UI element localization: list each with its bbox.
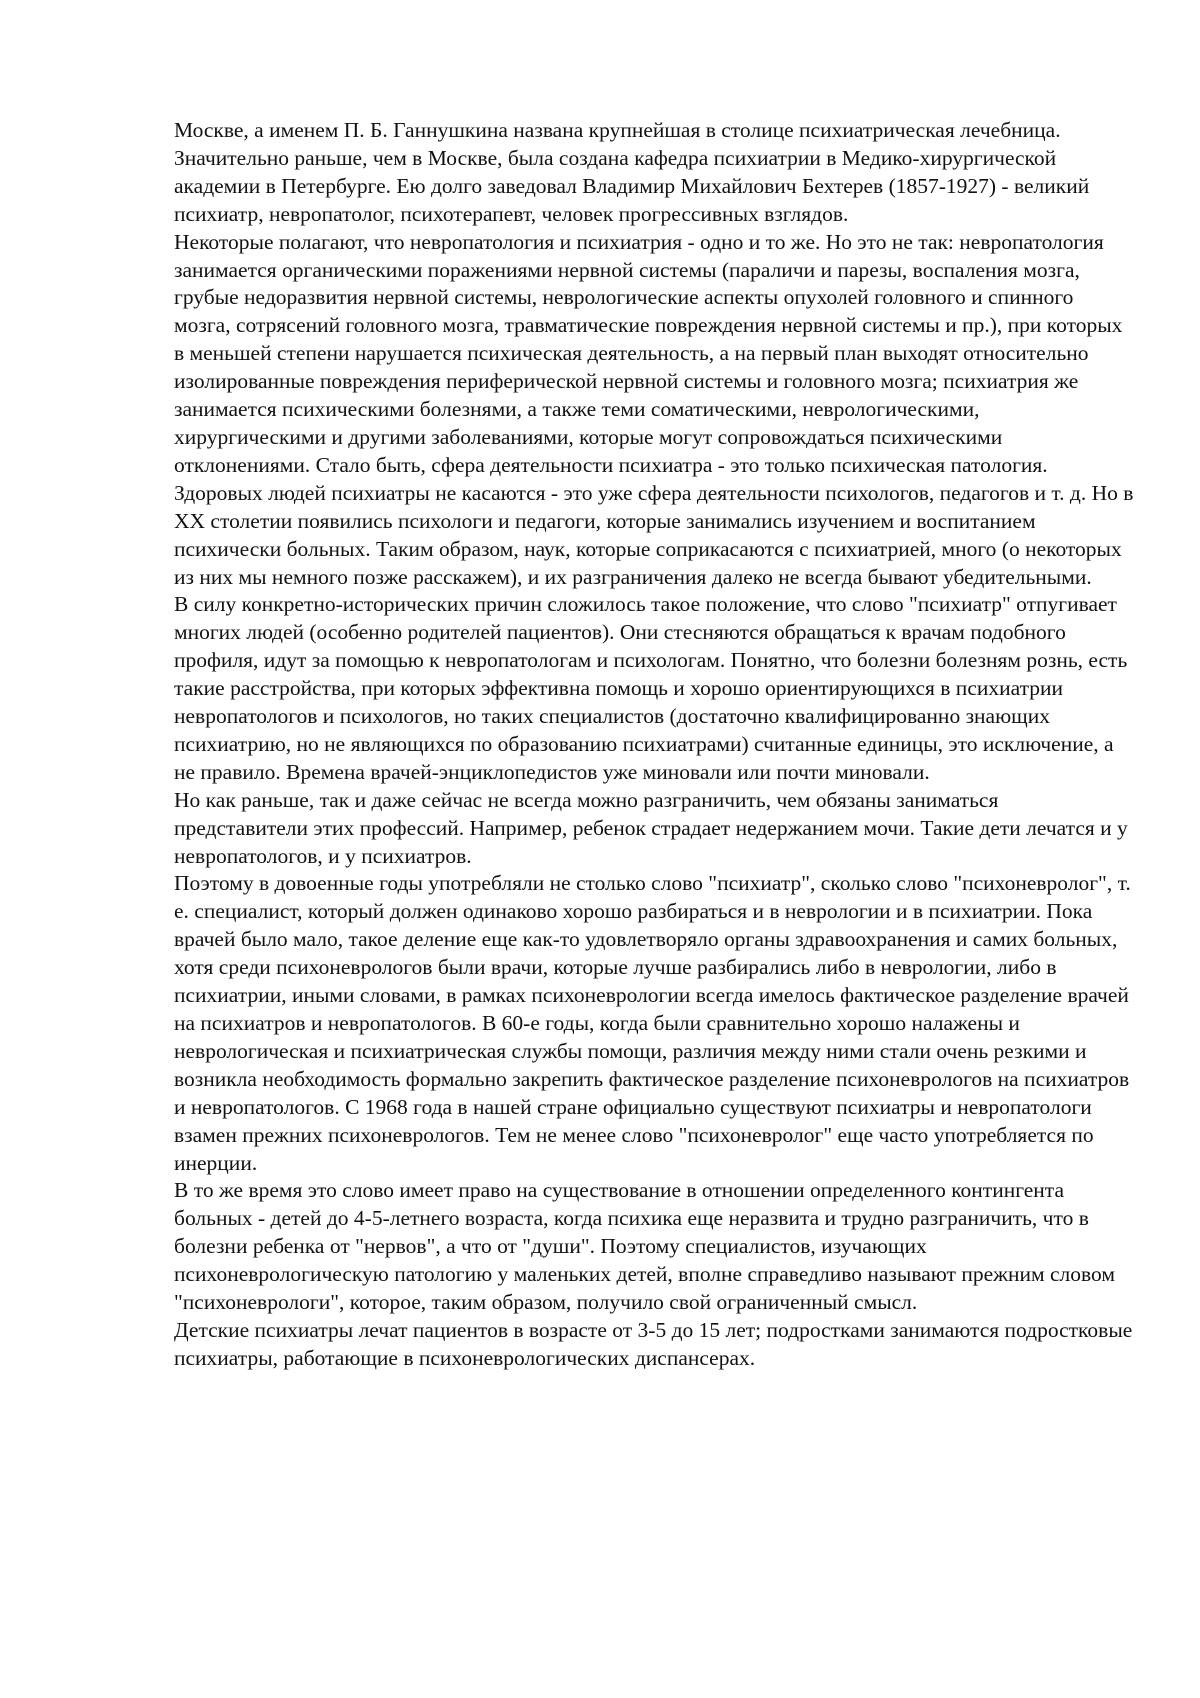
document-body: [174, 117, 1134, 1373]
paragraph-1: Москве, а именем П. Б. Ганнушкина названа крупнейшая в столице психиатрическая лечебница.: [174, 118, 1061, 142]
paragraph-4: В силу конкретно-исторических причин сложилось такое положение, что слово "психиатр" отпугивает многих людей (особенно родителей пациентов). Они стесняются обращаться к врачам подобного профиля, идут за помощью к невропатологам и психологам. Понятно, что болезни болезням рознь, есть такие расстройства, при которых эффективна помощь и хорошо ориентирующихся в психиатрии невропатологов и психологов, но таких специалистов (достаточно квалифицированно знающих психиатрию, но не являющихся по образованию психиатрами) считанные единицы, это исключение, а не правило. Времена врачей-энциклопедистов уже миновали или почти миновали.: [174, 592, 1128, 784]
paragraph-8: Детские психиатры лечат пациентов в возрасте от 3-5 до 15 лет; подростками занимаются подростковые психиатры, работающие в психоневрологических диспансерах.: [174, 1317, 1133, 1370]
paragraph-7: В то же время это слово имеет право на существование в отношении определенного контингента больных - детей до 4-5-летнего возраста, когда психика еще неразвита и трудно разграничить, что в болезни ребенка от "нервов", а что от "души". Поэтому специалистов, изучающих психоневрологическую патологию у маленьких детей, вполне справедливо называют прежним словом "психоневрологи", которое, таким образом, получило свой ограниченный смысл.: [174, 1178, 1115, 1315]
paragraph-5: Но как раньше, так и даже сейчас не всегда можно разграничить, чем обязаны заниматься представители этих профессий. Например, ребенок страдает недержанием мочи. Такие дети лечатся и у невропатологов, и у психиатров.: [174, 787, 1128, 868]
paragraph-2: Значительно раньше, чем в Москве, была создана кафедра психиатрии в Медико-хирургической академии в Петербурге. Ею долго заведовал Владимир Михайлович Бехтерев (1857-1927) - великий психиатр, невропатолог, психотерапевт, человек прогрессивных взглядов.: [174, 145, 1090, 226]
paragraph-6: Поэтому в довоенные годы употребляли не столько слово "психиатр", сколько слово "психоневролог", т. е. специалист, который должен одинаково хорошо разбираться и в неврологии и в психиатрии. Пока врачей было мало, такое деление еще как-то удовлетворяло органы здравоохранения и самих больных, хотя среди психоневрологов были врачи, которые лучше разбирались либо в неврологии, либо в психиатрии, иными словами, в рамках психоневрологии всегда имелось фактическое разделение врачей на психиатров и невропатологов. В 60-е годы, когда были сравнительно хорошо налажены и неврологическая и психиатрическая службы помощи, различия между ними стали очень резкими и возникла необходимость формально закрепить фактическое разделение психоневрологов на психиатров и невропатологов. С 1968 года в нашей стране официально существуют психиатры и невропатологи взамен прежних психоневрологов. Тем не менее слово "психоневролог" еще часто употребляется по инерции.: [174, 871, 1131, 1175]
paragraph-3: Некоторые полагают, что невропатология и психиатрия - одно и то же. Но это не так: невропатология занимается органическими поражениями нервной системы (параличи и парезы, воспаления мозга, грубые недоразвития нервной системы, неврологические аспекты опухолей головного и спинного мозга, сотрясений головного мозга, травматические повреждения нервной системы и пр.), при которых в меньшей степени нарушается психическая деятельность, а на первый план выходят относительно изолированные повреждения периферической нервной системы и головного мозга; психиатрия же занимается психическими болезнями, а также теми соматическими, неврологическими, хирургическими и другими заболеваниями, которые могут сопровождаться психическими отклонениями. Стало быть, сфера деятельности психиатра - это только психическая патология. Здоровых людей психиатры не касаются - это уже сфера деятельности психологов, педагогов и т. д. Но в XX столетии появились психологи и педагоги, которые занимались изучением и воспитанием психически больных. Таким образом, наук, которые соприкасаются с психиатрией, много (о некоторых из них мы немного позже расскажем), и их разграничения далеко не всегда бывают убедительными.: [174, 229, 1134, 589]
